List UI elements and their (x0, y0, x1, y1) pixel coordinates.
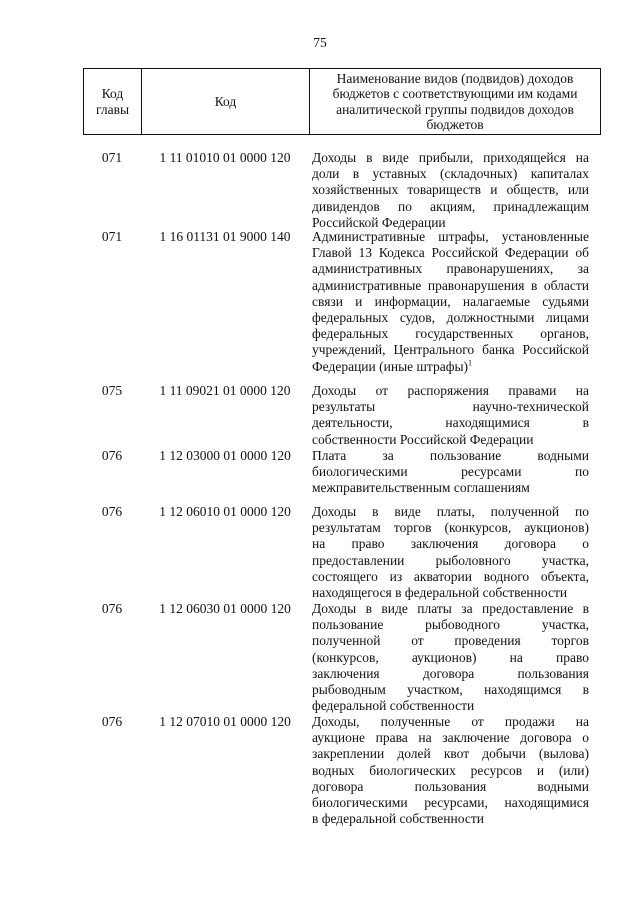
description-line: деятельности, находящимися в (312, 415, 589, 431)
table-row (83, 229, 589, 375)
revenue-code: 1 12 06010 01 0000 120 (159, 504, 291, 519)
description-line: в федеральной собственности (312, 811, 484, 827)
description-line: хозяйственных товариществ и обществ, или (312, 182, 589, 198)
description-line: состоящего из акватории водного объекта, (312, 568, 589, 584)
revenue-code: 1 12 07010 01 0000 120 (159, 714, 291, 729)
description-line: пользование рыбоводного участка, (312, 617, 589, 633)
description-line: на право заключения договора о (312, 536, 589, 552)
header-name: Наименование видов (подвидов) доходов бюджетов с соответствующими им кодами аналитической группы подвидов доходов бюджетов (310, 69, 601, 135)
page-number: 75 (313, 35, 327, 50)
description-line: биологическими ресурсами по (312, 464, 589, 480)
revenue-description (312, 504, 589, 601)
description-line: доли в уставных (складочных) капиталах (312, 166, 589, 182)
description-line: (конкурсов, аукционов) на право (312, 649, 589, 665)
description-line: водных биологических ресурсов и (или) (312, 762, 589, 778)
description-line: Федерации (иные штрафы)$^1$ (312, 358, 473, 374)
chapter-code: 076 (101, 504, 123, 519)
chapter-code: 076 (101, 601, 123, 616)
description-line: Доходы в виде платы за предоставление в (312, 601, 589, 616)
table-row (83, 714, 589, 827)
table-row (83, 504, 589, 601)
revenue-description (312, 714, 589, 827)
header-chapter-code: Код главы (84, 69, 142, 135)
table-row (83, 601, 589, 714)
chapter-code: 076 (101, 714, 123, 729)
description-line: административные правонарушения в области (312, 277, 589, 293)
description-line: собственности Российской Федерации (312, 431, 534, 447)
description-line: аукционе права на заключение договора о (312, 730, 589, 746)
description-line: дивидендов по акциям, принадлежащим (312, 198, 589, 214)
description-line: находящегося в федеральной собственности (312, 585, 568, 601)
description-line: Главой 13 Кодекса Российской Федерации об (312, 245, 589, 261)
revenue-code: 1 12 03000 01 0000 120 (159, 448, 291, 463)
description-line: федеральных государственных органов, (312, 326, 589, 342)
revenue-code: 1 11 09021 01 0000 120 (159, 383, 291, 398)
description-line: Доходы от распоряжения правами на (312, 383, 589, 398)
revenue-code: 1 16 01131 01 9000 140 (159, 229, 291, 244)
description-line: результаты научно-технической (312, 399, 589, 415)
description-line: учреждений, Центрального банка Российской (312, 342, 589, 358)
description-line: Доходы в виде прибыли, приходящейся на (312, 150, 589, 165)
description-line: Плата за пользование водными (312, 448, 589, 463)
table-header (83, 68, 601, 135)
chapter-code: 075 (101, 383, 123, 398)
revenue-code: 1 11 01010 01 0000 120 (159, 150, 291, 165)
description-line: федеральной собственности (312, 698, 475, 714)
table-row (83, 150, 589, 231)
description-line: Доходы, полученные от продажи на (312, 714, 589, 729)
description-line: результатам торгов (конкурсов, аукционов) (312, 520, 589, 536)
table-row (83, 448, 589, 497)
revenue-description (312, 383, 589, 448)
revenue-description (312, 601, 589, 714)
revenue-description (312, 448, 589, 497)
chapter-code: 071 (101, 150, 123, 165)
description-line: заключения договора пользования (312, 665, 589, 681)
description-line: предоставлении рыболовного участка, (312, 552, 589, 568)
description-line: закреплении долей квот добычи (вылова) (312, 746, 589, 762)
description-line: полученной от проведения торгов (312, 633, 589, 649)
description-line: договора пользования водными (312, 778, 589, 794)
chapter-code: 071 (101, 229, 123, 244)
description-line: Доходы в виде платы, полученной по (312, 504, 589, 519)
description-line: федеральных судов, должностными лицами (312, 310, 589, 326)
footnote-marker: 1 (468, 358, 473, 368)
description-line: Административные штрафы, установленные (312, 229, 589, 244)
chapter-code: 076 (101, 448, 123, 463)
description-line: Российской Федерации (312, 214, 446, 230)
description-line: биологическими ресурсами, находящимися (312, 795, 589, 811)
revenue-code: 1 12 06030 01 0000 120 (159, 601, 291, 616)
revenue-description (312, 229, 589, 375)
description-line: рыбоводным участком, находящимся в (312, 682, 589, 698)
table-row (83, 383, 589, 448)
revenue-description (312, 150, 589, 231)
description-line: межправительственным соглашениям (312, 480, 530, 496)
description-line: связи и информации, налагаемые судьями (312, 293, 589, 309)
description-line: административных правонарушениях, за (312, 261, 589, 277)
header-code: Код (142, 69, 310, 135)
